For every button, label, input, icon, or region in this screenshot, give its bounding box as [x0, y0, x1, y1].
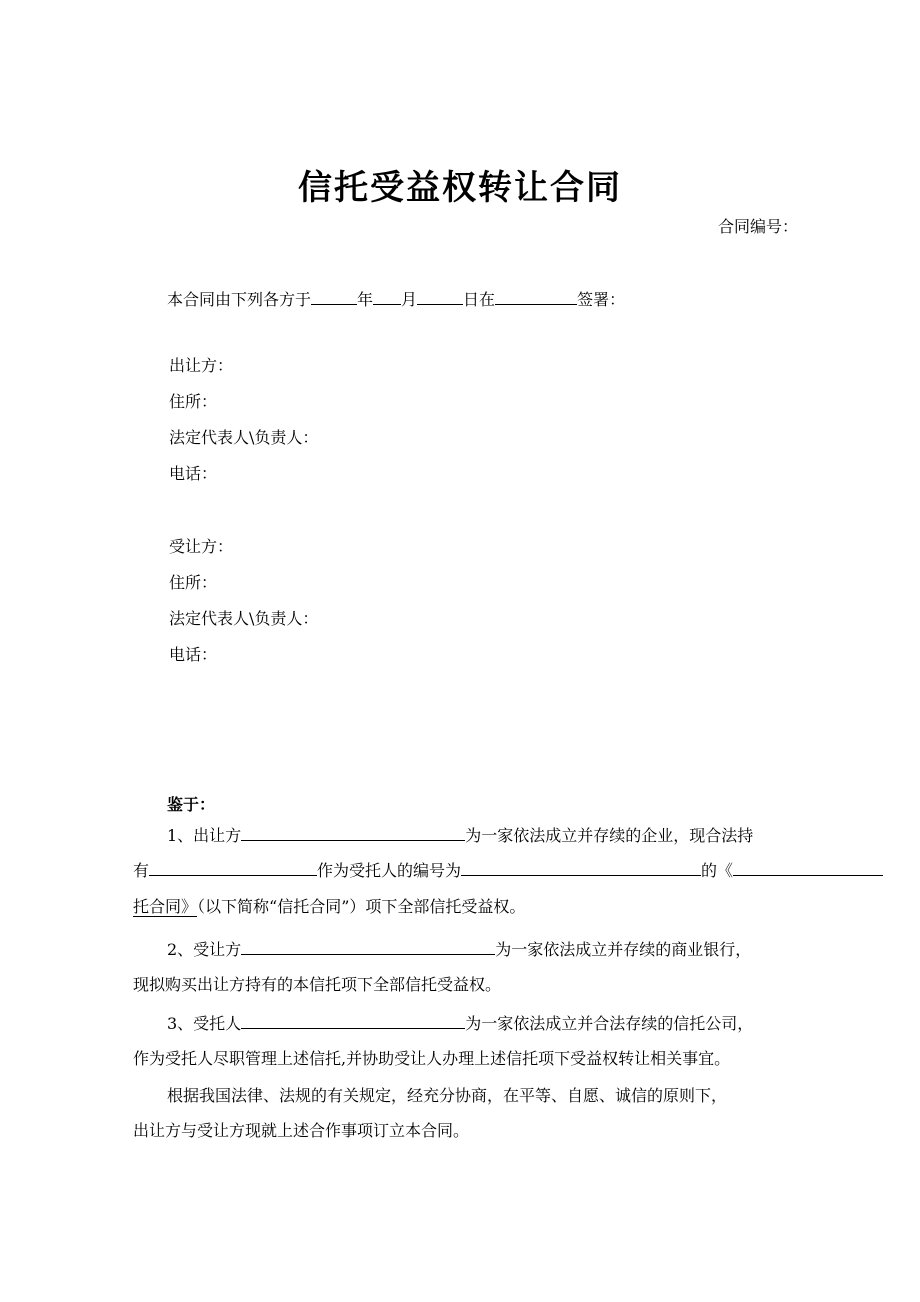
trust-contract-name-end: 托合同》 [133, 897, 198, 916]
whereas-heading: 鉴于： [167, 795, 216, 814]
month-label: 月 [401, 290, 418, 309]
preamble-line-2: 出让方与受让方现就上述合作事项订立本合同。 [133, 1121, 470, 1140]
clause-2-text: 为一家依法成立并存续的商业银行， [495, 940, 752, 959]
month-blank [373, 287, 401, 305]
clause-2-line-2: 现拟购买出让方持有的本信托项下全部信托受益权。 [133, 975, 502, 994]
clause-3-party: 3、受托人 [167, 1014, 242, 1033]
signing-prefix: 本合同由下列各方于 [167, 290, 312, 309]
transferee-address-label: 住所： [169, 573, 218, 592]
contract-number-label: 合同编号： [718, 217, 799, 236]
transferor-rep-label: 法定代表人\负责人： [169, 428, 319, 447]
clause-2-line-1 [167, 937, 751, 960]
transferor-blank [241, 823, 465, 841]
transferee-name-label: 受让方： [169, 537, 234, 556]
transferee-rep-label: 法定代表人\负责人： [169, 609, 319, 628]
place-blank [495, 287, 577, 305]
signing-line [167, 287, 625, 310]
transferee-phone-label: 电话： [169, 645, 218, 664]
clause-3-line-2: 作为受托人尽职管理上述信托,并协助受让人办理上述信托项下受益权转让相关事宜。 [133, 1049, 731, 1068]
clause-1-line-3 [133, 894, 525, 917]
signing-suffix: 签署： [577, 290, 626, 309]
preamble-line-1: 根据我国法律、法规的有关规定，经充分协商，在平等、自愿、诚信的原则下， [167, 1086, 728, 1105]
document-title: 信托受益权转让合同 [298, 168, 622, 208]
clause-1-line-2 [133, 858, 883, 881]
clause-1-have: 有 [133, 861, 150, 880]
clause-1-number-text: 作为受托人的编号为 [317, 861, 462, 880]
day-blank [417, 287, 463, 305]
clause-1-text: 为一家依法成立并存续的企业，现合法持 [465, 826, 754, 845]
trustee-name-blank [241, 1011, 465, 1029]
trustee-blank [149, 858, 317, 876]
transferor-name-label: 出让方： [169, 356, 234, 375]
clause-1-end-text: （以下简称“信托合同”）项下全部信托受益权。 [197, 897, 526, 916]
clause-1-party: 1、出让方 [167, 826, 242, 845]
clause-2-party: 2、受让方 [167, 940, 242, 959]
transferor-phone-label: 电话： [169, 464, 218, 483]
year-blank [311, 287, 357, 305]
contract-number-blank [461, 858, 701, 876]
trust-name-blank [733, 858, 883, 876]
transferor-address-label: 住所： [169, 392, 218, 411]
transferee-blank [241, 937, 495, 955]
clause-3-line-1 [167, 1011, 753, 1034]
clause-3-text: 为一家依法成立并合法存续的信托公司， [465, 1014, 754, 1033]
clause-1-of: 的《 [701, 861, 734, 880]
day-label: 日在 [463, 290, 496, 309]
year-label: 年 [357, 290, 374, 309]
clause-1-line-1 [167, 823, 753, 846]
